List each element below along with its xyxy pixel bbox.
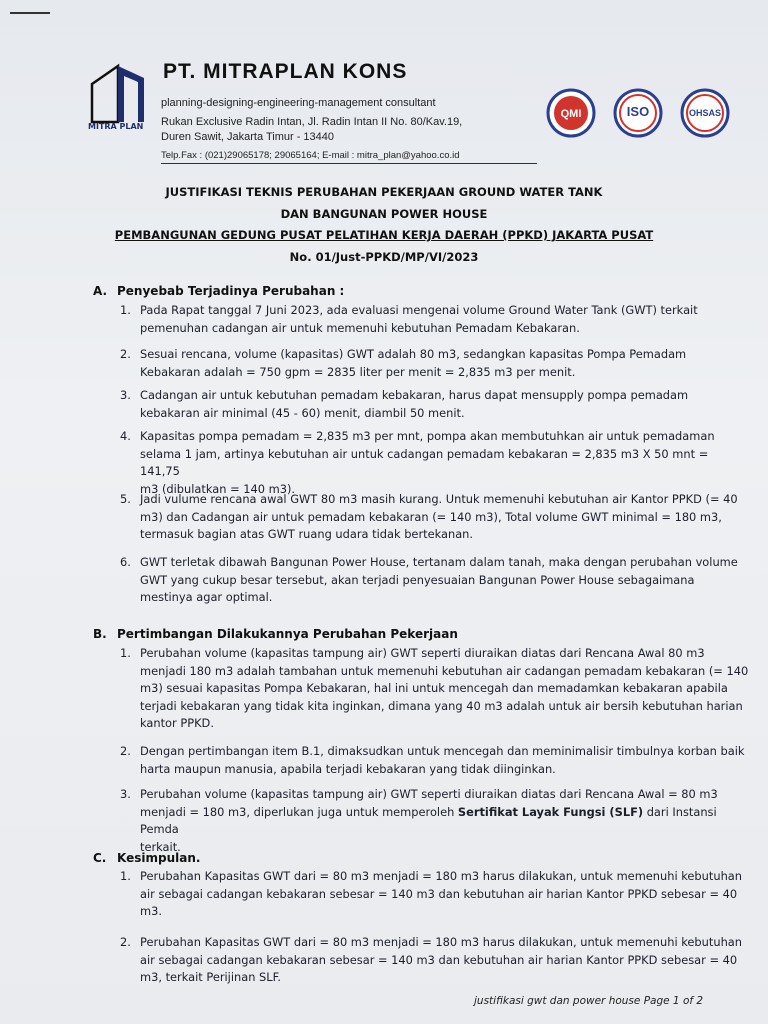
ohsas-seal-icon bbox=[679, 88, 731, 138]
tagline: planning-designing-engineering-management consultant bbox=[161, 97, 436, 109]
iso-seal-text: ISO bbox=[626, 104, 650, 119]
company-name: PT. MITRAPLAN KONS bbox=[163, 60, 408, 83]
section-c-heading: C. Kesimpulan. bbox=[93, 851, 201, 865]
contact-line: Telp.Fax : (021)29065178; 29065164; E-mail : mitra_plan@yahoo.co.id bbox=[161, 150, 460, 161]
list-item: 1. Perubahan Kapasitas GWT dari = 80 m3 menjadi = 180 m3 harus dilakukan, untuk memenuhi kebutuhan air sebagai cadangan kebakaran sebesar = 140 m3 dan kebutuhan air harian Kantor PPKD sebesar = 40 m3. bbox=[120, 869, 742, 918]
doc-title-line-3: PEMBANGUNAN GEDUNG PUSAT PELATIHAN KERJA DAERAH (PPKD) JAKARTA PUSAT bbox=[114, 228, 654, 242]
company-logo bbox=[88, 62, 152, 128]
list-item: 1. Pada Rapat tanggal 7 Juni 2023, ada evaluasi mengenai volume Ground Water Tank (GWT) terkait pemenuhan cadangan air untuk memenuhi kebutuhan Pemadam Kebakaran. bbox=[120, 303, 698, 335]
doc-number: No. 01/Just-PPKD/MP/VI/2023 bbox=[289, 250, 479, 264]
list-item: 4. Kapasitas pompa pemadam = 2,835 m3 per mnt, pompa akan membutuhkan air untuk pemadaman selama 1 jam, artinya kebutuhan air untuk cadangan pemadam kebakaran = 2,835 m3 X 50 mnt = 141,75 m3 (dibulatkan = 140 m3). bbox=[120, 429, 715, 496]
qmi-seal-text: QMI bbox=[560, 108, 582, 120]
list-item: 1. Perubahan volume (kapasitas tampung air) GWT seperti diuraikan diatas dari Rencana Awal 80 m3 menjadi 180 m3 adalah tambahan untuk memenuhi kebutuhan air cadangan pemadam kebakaran (= 140 m3) sesuai kapasitas Pompa Kebakaran, hal ini untuk mencegah dan memadamkan kebakaran apabila terjadi kebakaran yang tidak kita inginkan, dimana yang 40 m3 adalah untuk air bersih kebutuhan harian kantor PPKD. bbox=[120, 646, 749, 730]
address-line-1: Rukan Exclusive Radin Intan, Jl. Radin Intan II No. 80/Kav.19, bbox=[161, 116, 463, 128]
section-b-heading: B. Pertimbangan Dilakukannya Perubahan Pekerjaan bbox=[93, 627, 458, 641]
ohsas-seal-text: OHSAS bbox=[688, 108, 722, 118]
section-a-heading: A. Penyebab Terjadinya Perubahan : bbox=[93, 284, 345, 298]
slf-bold-text: Sertifikat Layak Fungsi (SLF) bbox=[457, 804, 644, 819]
doc-title-line-2: DAN BANGUNAN POWER HOUSE bbox=[280, 207, 488, 221]
list-item: 3. Cadangan air untuk kebutuhan pemadam kebakaran, harus dapat mensupply pompa pemadam kebakaran air minimal (45 - 60) menit, diambil 50 menit. bbox=[120, 388, 689, 420]
list-item: 3. Perubahan volume (kapasitas tampung air) GWT seperti diuraikan diatas dari Rencana Awal = 80 m3 menjadi = 180 m3, diperlukan juga untuk memperoleh Sertifikat Layak Fungsi (SLF) dari Instansi Pemda terkait. bbox=[120, 787, 718, 854]
iso-seal-icon bbox=[612, 88, 664, 138]
list-item: 2. Perubahan Kapasitas GWT dari = 80 m3 menjadi = 180 m3 harus dilakukan, untuk memenuhi kebutuhan air sebagai cadangan kebakaran sebesar = 140 m3 dan kebutuhan air harian Kantor PPKD sebesar = 40 m3, terkait Perijinan SLF. bbox=[120, 935, 742, 984]
page-footer: justifikasi gwt dan power house Page 1 of 2 bbox=[474, 995, 704, 1007]
corner-mark bbox=[10, 12, 50, 14]
address-line-2: Duren Sawit, Jakarta Timur - 13440 bbox=[161, 131, 335, 143]
list-item: 6. GWT terletak dibawah Bangunan Power House, tertanam dalam tanah, maka dengan perubahan volume GWT yang cukup besar tersebut, akan terjadi penyesuaian Bangunan Power House sebagaimana mestinya agar optimal. bbox=[120, 555, 738, 604]
logo-text: MITRA PLAN bbox=[88, 122, 144, 131]
doc-title-line-1: JUSTIFIKASI TEKNIS PERUBAHAN PEKERJAAN GROUND WATER TANK bbox=[165, 185, 603, 199]
qmi-seal-icon bbox=[545, 88, 597, 138]
list-item: 2. Dengan pertimbangan item B.1, dimaksudkan untuk mencegah dan meminimalisir timbulnya korban baik harta maupun manusia, apabila terjadi kebakaran yang tidak diinginkan. bbox=[120, 744, 745, 776]
list-item: 2. Sesuai rencana, volume (kapasitas) GWT adalah 80 m3, sedangkan kapasitas Pompa Pemadam Kebakaran adalah = 750 gpm = 2835 liter per menit = 2,835 m3 per menit. bbox=[120, 347, 687, 379]
list-item: 5. Jadi vulume rencana awal GWT 80 m3 masih kurang. Untuk memenuhi kebutuhan air Kantor PPKD (= 40 m3) dan Cadangan air untuk pemadam kebakaran (= 140 m3), Total volume GWT minimal = 180 m3, termasuk bagian atas GWT ruang udara tidak bertekanan. bbox=[120, 492, 738, 541]
letterhead-rule bbox=[161, 163, 537, 164]
